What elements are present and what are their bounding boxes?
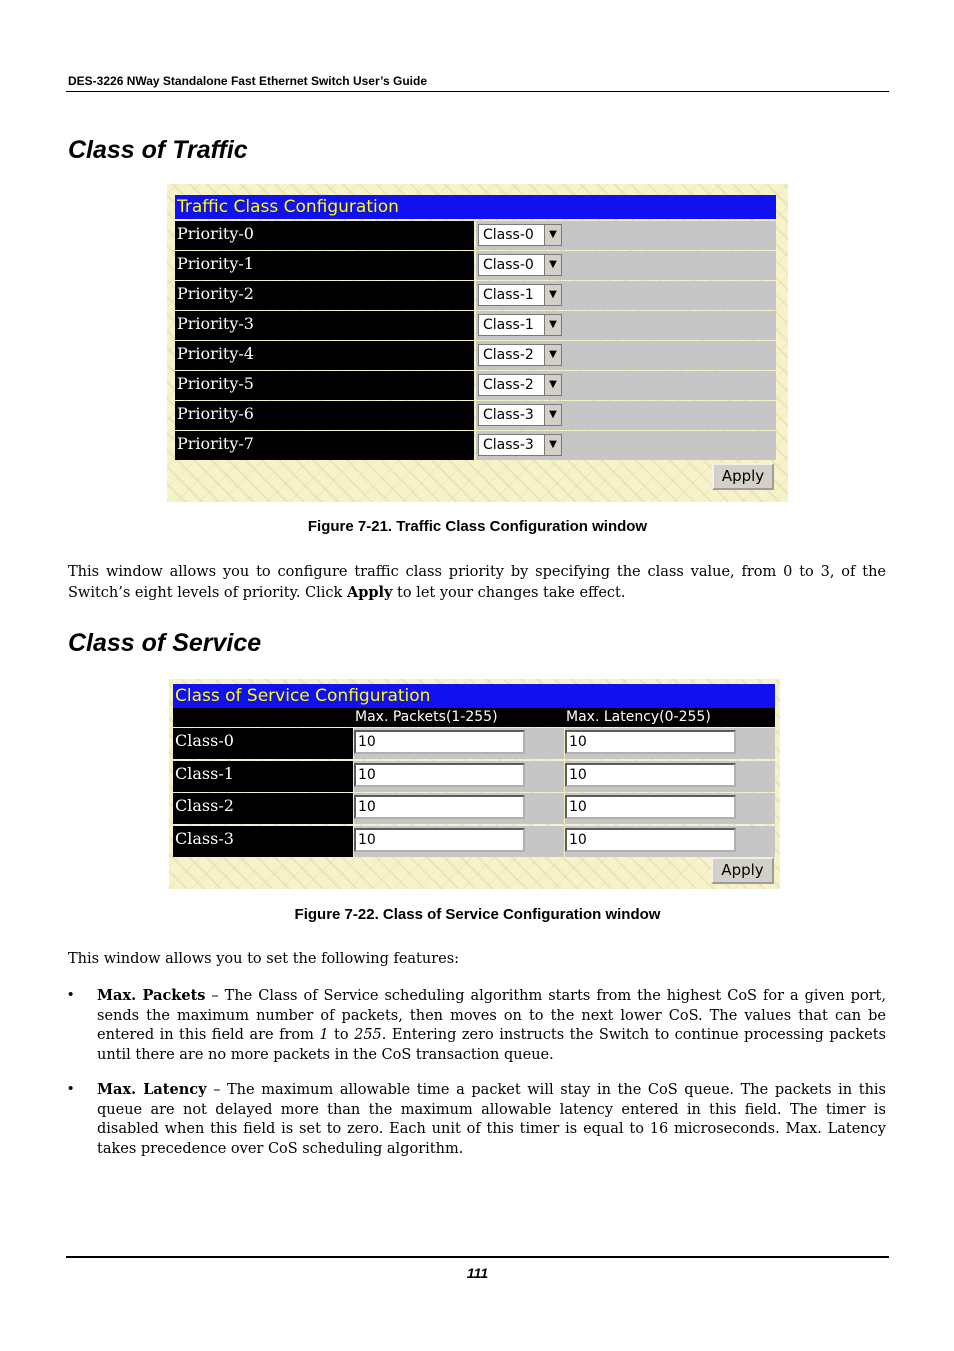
class-select-value: Class-0 [483,257,534,273]
max-latency-cell [565,826,775,857]
traffic-paragraph-text-end: to let your changes take effect. [392,584,626,601]
traffic-class-row [175,281,776,310]
max-packets-min: 1 [319,1027,329,1043]
footer-rule [66,1256,889,1258]
class-select-cell [476,401,776,430]
max-packets-max: 255 [354,1027,382,1043]
class-select[interactable] [478,434,562,456]
class-select-value: Class-1 [483,317,534,333]
class-select[interactable] [478,374,562,396]
class-select[interactable] [478,344,562,366]
traffic-class-row [175,311,776,340]
max-packets-column-header: Max. Packets(1-255) [353,708,564,727]
class-of-service-window-title: Class of Service Configuration [173,684,775,708]
traffic-class-window-title: Traffic Class Configuration [175,195,776,219]
priority-label: Priority-4 [175,341,474,370]
max-latency-term: Max. Latency [97,1081,207,1098]
max-latency-input[interactable]: 10 [565,828,736,852]
figure-caption-7-22: Figure 7-22. Class of Service Configuration window [294,906,661,923]
chevron-down-icon[interactable]: ▼ [544,345,561,365]
service-intro-paragraph: This window allows you to set the following features: [68,951,460,967]
bullet-marker: • [68,986,74,1003]
bullet-max-packets [97,986,886,1065]
chevron-down-icon[interactable]: ▼ [544,375,561,395]
class-label: Class-0 [173,728,353,759]
class-select[interactable] [478,224,562,246]
max-latency-text: – The maximum allowable time a packet will stay in the CoS queue. The packets in this queue are not delayed more than the maximum allowable latency entered in this field. The timer is disabled when this field is set to zero. Each unit of this timer is equal to 16 microseconds. Max. Latency takes precedence over CoS scheduling algorithm. [97,1082,887,1157]
class-select-cell [476,221,776,250]
service-apply-button[interactable]: Apply [711,857,774,884]
max-packets-cell [354,761,564,792]
class-select-cell [476,431,776,460]
chevron-down-icon[interactable]: ▼ [544,225,561,245]
chevron-down-icon[interactable]: ▼ [544,435,561,455]
max-packets-input[interactable]: 10 [354,763,525,787]
traffic-class-row [175,401,776,430]
max-latency-input[interactable]: 10 [565,763,736,787]
max-packets-input[interactable]: 10 [354,828,525,852]
max-packets-to: to [328,1027,355,1043]
max-latency-column-header: Max. Latency(0-255) [564,708,775,727]
class-label: Class-1 [173,761,353,792]
class-of-service-row [173,728,775,759]
priority-label: Priority-6 [175,401,474,430]
class-select-value: Class-2 [483,347,534,363]
traffic-description-paragraph [68,563,886,603]
class-select[interactable] [478,284,562,306]
class-select[interactable] [478,314,562,336]
class-select-value: Class-3 [483,407,534,423]
class-select-cell [476,311,776,340]
class-column-header [173,708,353,727]
class-select-cell [476,251,776,280]
class-select-value: Class-0 [483,227,534,243]
class-select-cell [476,341,776,370]
max-packets-text-end: . Entering zero instructs the Switch to continue processing packets until there are no more packets in the CoS transaction queue. [97,1027,886,1063]
max-packets-cell [354,728,564,759]
class-label: Class-3 [173,826,353,857]
max-latency-cell [565,793,775,824]
document-header: DES-3226 NWay Standalone Fast Ethernet Switch User’s Guide [68,74,427,88]
chevron-down-icon[interactable]: ▼ [544,255,561,275]
priority-label: Priority-3 [175,311,474,340]
class-select-value: Class-1 [483,287,534,303]
traffic-class-row [175,251,776,280]
class-of-service-row [173,793,775,824]
class-select[interactable] [478,404,562,426]
max-latency-input[interactable]: 10 [565,730,736,754]
class-select-value: Class-3 [483,437,534,453]
class-select-value: Class-2 [483,377,534,393]
max-packets-cell [354,826,564,857]
page-number: 111 [466,1265,489,1281]
class-select[interactable] [478,254,562,276]
traffic-class-row [175,371,776,400]
max-latency-cell [565,761,775,792]
traffic-paragraph-text: This window allows you to configure traffic class priority by specifying the class value, from 0 to 3, of the Switch’s eight levels of priority. Click [68,564,886,601]
class-of-service-window [169,679,780,889]
traffic-paragraph-apply-term: Apply [346,583,393,601]
chevron-down-icon[interactable]: ▼ [544,315,561,335]
class-select-cell [476,371,776,400]
max-latency-input[interactable]: 10 [565,795,736,819]
max-packets-input[interactable]: 10 [354,795,525,819]
max-packets-term: Max. Packets [97,987,206,1004]
header-rule [66,91,889,92]
bullet-marker: • [68,1080,74,1097]
priority-label: Priority-7 [175,431,474,460]
traffic-class-row [175,431,776,460]
figure-caption-7-21: Figure 7-21. Traffic Class Configuration window [307,518,648,535]
traffic-class-row [175,341,776,370]
max-packets-input[interactable]: 10 [354,730,525,754]
chevron-down-icon[interactable]: ▼ [544,405,561,425]
class-of-service-row [173,761,775,792]
traffic-class-row [175,221,776,250]
max-packets-text: – The Class of Service scheduling algorithm starts from the highest CoS for a given port, sends the maximum number of packets, then moves on to the next lower CoS. The values that can be entered in this field are from [97,988,886,1043]
priority-label: Priority-2 [175,281,474,310]
class-label: Class-2 [173,793,353,824]
max-latency-cell [565,728,775,759]
section-title-class-of-service: Class of Service [68,629,262,657]
class-select-cell [476,281,776,310]
chevron-down-icon[interactable]: ▼ [544,285,561,305]
priority-label: Priority-1 [175,251,474,280]
max-packets-cell [354,793,564,824]
priority-label: Priority-0 [175,221,474,250]
section-title-class-of-traffic: Class of Traffic [68,136,248,164]
bullet-max-latency [97,1080,886,1159]
traffic-apply-button[interactable]: Apply [712,463,774,490]
traffic-class-window [167,184,788,502]
priority-label: Priority-5 [175,371,474,400]
class-of-service-row [173,826,775,857]
